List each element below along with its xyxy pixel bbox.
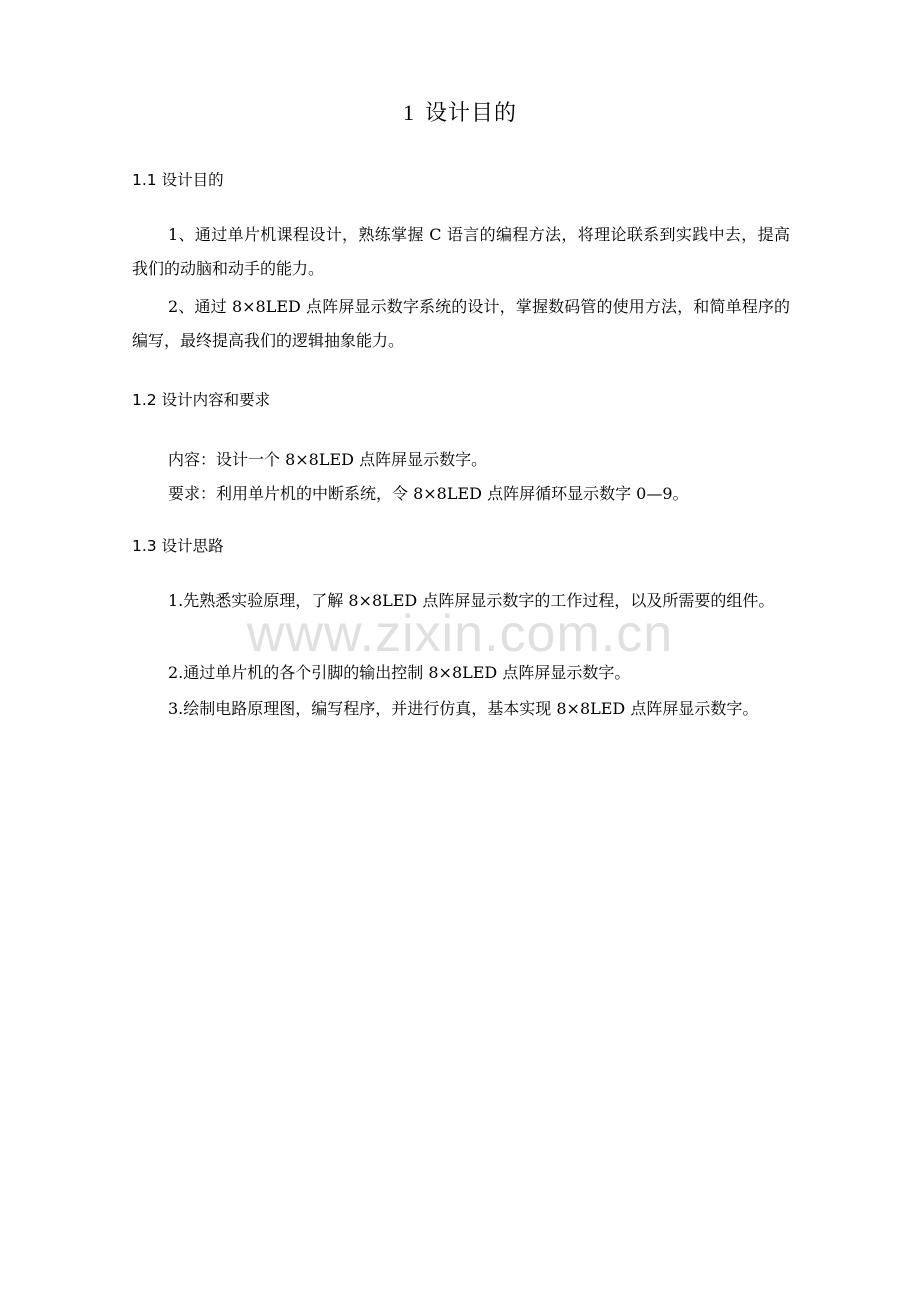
paragraph: 2、通过 8×8LED 点阵屏显示数字系统的设计，掌握数码管的使用方法，和简单程序的编写，最终提高我们的逻辑抽象能力。 [132,297,790,350]
paragraph: 3.绘制电路原理图，编写程序，并进行仿真，基本实现 8×8LED 点阵屏显示数字。 [168,699,759,718]
paragraph: 2.通过单片机的各个引脚的输出控制 8×8LED 点阵屏显示数字。 [168,663,631,682]
chapter-title-text: 设计目的 [424,101,517,126]
watermark: www.zixin.com.cn [246,605,674,663]
section-heading-1-2: 1.2 设计内容和要求 [132,391,271,409]
chapter-number: 1 [402,100,415,125]
paragraph: 1、通过单片机课程设计，熟练掌握 C 语言的编程方法，将理论联系到实践中去，提高我们的动脑和动手的能力。 [132,225,790,278]
section-heading-1-3: 1.3 设计思路 [132,537,224,555]
section-heading-1-1: 1.1 设计目的 [132,171,224,189]
paragraph: 内容：设计一个 8×8LED 点阵屏显示数字。 [168,450,488,469]
paragraph: 要求：利用单片机的中断系统，令 8×8LED 点阵屏循环显示数字 0—9。 [168,484,689,503]
chapter-title [0,96,920,131]
paragraph: 1.先熟悉实验原理，了解 8×8LED 点阵屏显示数字的工作过程，以及所需要的组件。 [168,591,775,610]
